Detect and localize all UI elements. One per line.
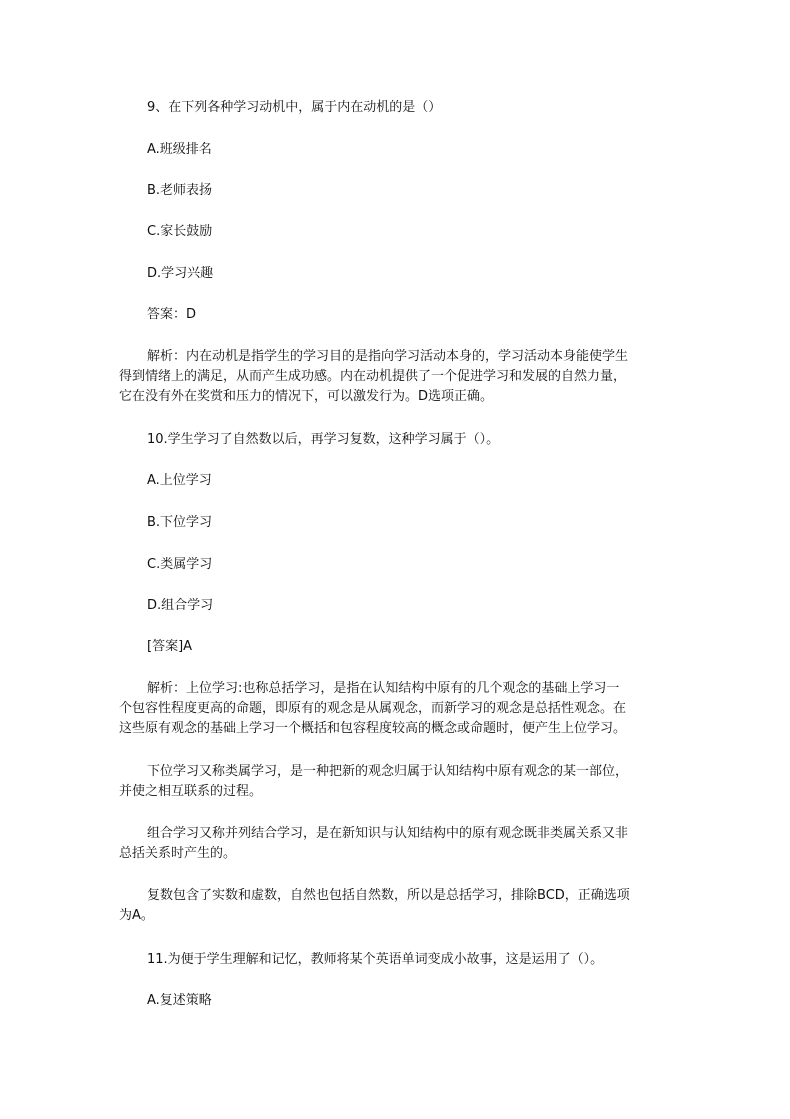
answer: [答案]A	[147, 639, 193, 654]
analysis-paragraph: 组合学习又称并列结合学习，是在新知识与认知结构中的原有观念既非类属关系又非 总括关系时产生的。	[119, 826, 629, 861]
question-stem: 10.学生学习了自然数以后，再学习复数，这种学习属于（）。	[147, 432, 500, 447]
option-d: D.学习兴趣	[147, 266, 214, 281]
question-stem: 9、在下列各种学习动机中，属于内在动机的是（）	[147, 100, 442, 115]
option-a: A.班级排名	[147, 142, 212, 157]
answer: 答案：D	[147, 307, 197, 322]
option-a: A.上位学习	[147, 473, 212, 488]
option-b: B.下位学习	[147, 515, 213, 530]
question-stem: 11.为便于学生理解和记忆，教师将某个英语单词变成小故事，这是运用了（）。	[147, 952, 604, 967]
analysis-paragraph: 解析：上位学习:也称总括学习，是指在认知结构中原有的几个观念的基础上学习一 个包容性程度更高的命题，即原有的观念是从属观念，而新学习的观念是总括性观念。在 这些原有观念的基础上学习一个概括和包容程度较高的概念或命题时，便产生上位学习。	[119, 681, 627, 736]
analysis-paragraph: 复数包含了实数和虚数，自然也包括自然数，所以是总括学习，排除BCD，正确选项 为A。	[119, 888, 630, 923]
analysis-paragraph: 下位学习又称类属学习，是一种把新的观念归属于认知结构中原有观念的某一部位， 并使之相互联系的过程。	[119, 764, 629, 799]
option-c: C.家长鼓励	[147, 224, 213, 239]
option-a: A.复述策略	[147, 993, 212, 1008]
option-b: B.老师表扬	[147, 183, 213, 198]
option-d: D.组合学习	[147, 598, 214, 613]
analysis-paragraph: 解析：内在动机是指学生的学习目的是指向学习活动本身的，学习活动本身能使学生 得到情绪上的满足，从而产生成功感。内在动机提供了一个促进学习和发展的自然力量， 它在没有外在奖赏和压力的情况下，可以激发行为。D选项正确。	[119, 349, 629, 404]
option-c: C.类属学习	[147, 557, 213, 572]
